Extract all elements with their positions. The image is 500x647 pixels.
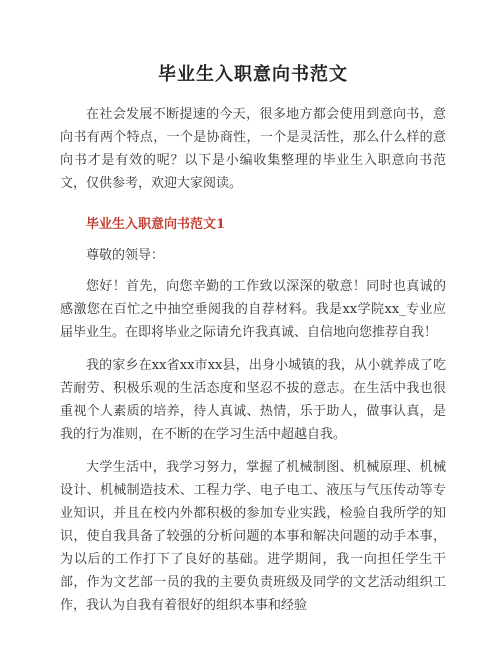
document-page bbox=[60, 62, 446, 627]
section-heading: 毕业生入职意向书范文1 bbox=[86, 217, 226, 232]
page-title: 毕业生入职意向书范文 bbox=[158, 64, 348, 85]
body-paragraph-3: 大学生活中，我学习努力，掌握了机械制图、机械原理、机械设计、机械制造技术、工程力学、电子电工、液压与气压传动等专业知识，并且在校内外都积极的参加专业实践，检验自我所学的知识，使自我具备了较强的分析问题的本事和解决问题的动手本事，为以后的工作打下了良好的基础。进学期间，我一向担任学生干部，作为文艺部一员的我的主要负责班级及同学的文艺活动组织工作，我认为自我有着很好的组织本事和经验 bbox=[60, 460, 446, 613]
body-paragraph-1: 您好！首先，向您辛勤的工作致以深深的敬意！同时也真诚的感激您在百忙之中抽空垂阅我的自荐材料。我是xx学院xx_专业应届毕业生。在即将毕业之际请允许我真诚、自信地向您推荐自我！ bbox=[60, 279, 446, 340]
body-paragraph-2: 我的家乡在xx省xx市xx县，出身小城镇的我，从小就养成了吃苦耐劳、积极乐观的生活态度和坚忍不拔的意志。在生活中我也很重视个人素质的培养，待人真诚、热情，乐于助人，做事认真，是我的行为准则，在不断的在学习生活中超越自我。 bbox=[60, 358, 446, 442]
intro-paragraph: 在社会发展不断提速的今天，很多地方都会使用到意向书，意向书有两个特点，一个是协商性，一个是灵活性，那么什么样的意向书才是有效的呢？以下是小编收集整理的毕业生入职意向书范文，仅供参考，欢迎大家阅读。 bbox=[60, 107, 446, 191]
salutation: 尊敬的领导： bbox=[86, 248, 165, 263]
